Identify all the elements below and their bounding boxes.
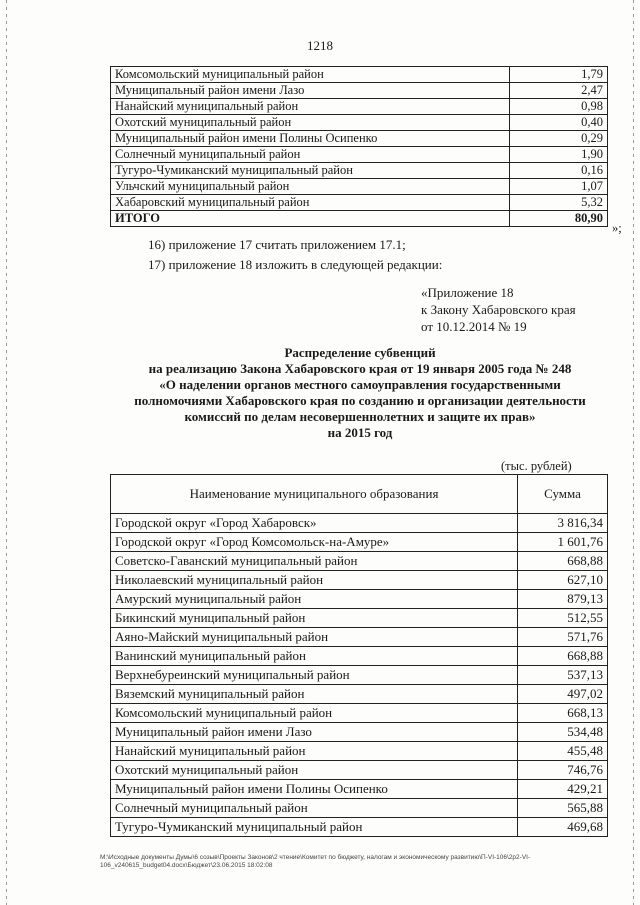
table-row xyxy=(111,799,608,818)
row-value: 668,13 xyxy=(518,704,608,723)
table-row xyxy=(111,780,608,799)
row-name: Солнечный муниципальный район xyxy=(111,799,518,818)
row-name: Бикинский муниципальный район xyxy=(111,609,518,628)
table-row xyxy=(111,742,608,761)
row-name: Городской округ «Город Комсомольск-на-Амуре» xyxy=(111,533,518,552)
right-margin-line xyxy=(633,0,634,905)
row-value: 746,76 xyxy=(518,761,608,780)
table-header-row xyxy=(111,475,608,514)
table-row xyxy=(111,514,608,533)
table-row xyxy=(111,761,608,780)
row-name: Амурский муниципальный район xyxy=(111,590,518,609)
row-value: 497,02 xyxy=(518,685,608,704)
row-value: 668,88 xyxy=(518,647,608,666)
row-name: Тугуро-Чумиканский муниципальный район xyxy=(111,163,510,179)
row-value: 1,07 xyxy=(510,179,608,195)
row-name: Вяземский муниципальный район xyxy=(111,685,518,704)
appendix-reference xyxy=(421,284,576,335)
appendix-line: к Закону Хабаровского края xyxy=(421,302,576,317)
heading-line: Распределение субвенций xyxy=(284,345,436,360)
table-row xyxy=(111,533,608,552)
table-row xyxy=(111,115,608,131)
row-value: 1,79 xyxy=(510,67,608,83)
row-name: Нанайский муниципальный район xyxy=(111,742,518,761)
row-name: Муниципальный район имени Полины Осипенко xyxy=(111,131,510,147)
table-row xyxy=(111,83,608,99)
row-value: 429,21 xyxy=(518,780,608,799)
row-name: Аяно-Майский муниципальный район xyxy=(111,628,518,647)
table-row xyxy=(111,195,608,211)
row-value: 5,32 xyxy=(510,195,608,211)
closing-quote: »; xyxy=(612,221,622,235)
row-value: 80,90 xyxy=(510,211,608,227)
unit-label: (тыс. рублей) xyxy=(501,459,572,473)
document-heading xyxy=(100,345,620,441)
row-name: Советско-Гаванский муниципальный район xyxy=(111,552,518,571)
row-value: 571,76 xyxy=(518,628,608,647)
row-value: 879,13 xyxy=(518,590,608,609)
heading-line: на 2015 год xyxy=(327,425,393,440)
table-row xyxy=(111,211,608,227)
row-name: Хабаровский муниципальный район xyxy=(111,195,510,211)
table-row xyxy=(111,67,608,83)
file-path-footer xyxy=(100,854,625,870)
row-value: 534,48 xyxy=(518,723,608,742)
heading-line: «О наделении органов местного самоуправления государственными xyxy=(159,377,561,392)
amendment-16: 16) приложение 17 считать приложением 17.1; xyxy=(148,237,406,252)
appendix-line: от 10.12.2014 № 19 xyxy=(421,319,527,334)
row-name: Комсомольский муниципальный район xyxy=(111,704,518,723)
row-value: 565,88 xyxy=(518,799,608,818)
table-row xyxy=(111,628,608,647)
table-row xyxy=(111,723,608,742)
row-name: Охотский муниципальный район xyxy=(111,115,510,131)
table-row xyxy=(111,609,608,628)
row-value: 1 601,76 xyxy=(518,533,608,552)
row-value: 627,10 xyxy=(518,571,608,590)
row-name: ИТОГО xyxy=(111,211,510,227)
row-name: Нанайский муниципальный район xyxy=(111,99,510,115)
row-name: Муниципальный район имени Лазо xyxy=(111,723,518,742)
row-name: Ульчский муниципальный район xyxy=(111,179,510,195)
row-name: Николаевский муниципальный район xyxy=(111,571,518,590)
row-value: 2,47 xyxy=(510,83,608,99)
row-value: 668,88 xyxy=(518,552,608,571)
row-value: 0,40 xyxy=(510,115,608,131)
row-value: 537,13 xyxy=(518,666,608,685)
table-row xyxy=(111,552,608,571)
table-row xyxy=(111,647,608,666)
table-row xyxy=(111,685,608,704)
footer-line: M:\Исходные документы Думы\6 созыв\Проекты Законов\2 чтение\Комитет по бюджету, налогам и экономическому развитию\П-VI-106\2р2-VI- xyxy=(100,854,531,861)
row-value: 0,29 xyxy=(510,131,608,147)
footer-line: 106_v240615_budget04.docx\Бюджет\23.06.2015 18:02:08 xyxy=(100,862,273,869)
row-name: Охотский муниципальный район xyxy=(111,761,518,780)
table-row xyxy=(111,99,608,115)
heading-line: комиссий по делам несовершеннолетних и защите их прав» xyxy=(184,409,536,424)
table-row xyxy=(111,590,608,609)
appendix-line: «Приложение 18 xyxy=(421,285,514,300)
row-value: 0,16 xyxy=(510,163,608,179)
heading-line: на реализацию Закона Хабаровского края от 19 января 2005 года № 248 xyxy=(148,361,572,376)
table-row xyxy=(111,571,608,590)
row-name: Солнечный муниципальный район xyxy=(111,147,510,163)
row-value: 469,68 xyxy=(518,818,608,837)
table-row xyxy=(111,131,608,147)
table-row xyxy=(111,666,608,685)
row-name: Муниципальный район имени Лазо xyxy=(111,83,510,99)
row-value: 0,98 xyxy=(510,99,608,115)
row-name: Городской округ «Город Хабаровск» xyxy=(111,514,518,533)
table-row xyxy=(111,147,608,163)
row-name: Ванинский муниципальный район xyxy=(111,647,518,666)
table-row xyxy=(111,818,608,837)
row-value: 512,55 xyxy=(518,609,608,628)
row-name: Муниципальный район имени Полины Осипенко xyxy=(111,780,518,799)
row-name: Комсомольский муниципальный район xyxy=(111,67,510,83)
row-value: 455,48 xyxy=(518,742,608,761)
header-name: Наименование муниципального образования xyxy=(111,475,518,514)
header-sum: Сумма xyxy=(518,475,608,514)
row-value: 1,90 xyxy=(510,147,608,163)
table-row xyxy=(111,179,608,195)
continued-table xyxy=(110,66,608,227)
table-row xyxy=(111,704,608,723)
heading-line: полномочиями Хабаровского края по созданию и организации деятельности xyxy=(134,393,586,408)
row-name: Верхнебуреинский муниципальный район xyxy=(111,666,518,685)
subvention-table xyxy=(110,474,608,837)
row-value: 3 816,34 xyxy=(518,514,608,533)
row-name: Тугуро-Чумиканский муниципальный район xyxy=(111,818,518,837)
table-row xyxy=(111,163,608,179)
amendment-17: 17) приложение 18 изложить в следующей редакции: xyxy=(148,257,443,272)
page-number: 1218 xyxy=(307,38,333,53)
left-margin-line xyxy=(6,0,7,905)
